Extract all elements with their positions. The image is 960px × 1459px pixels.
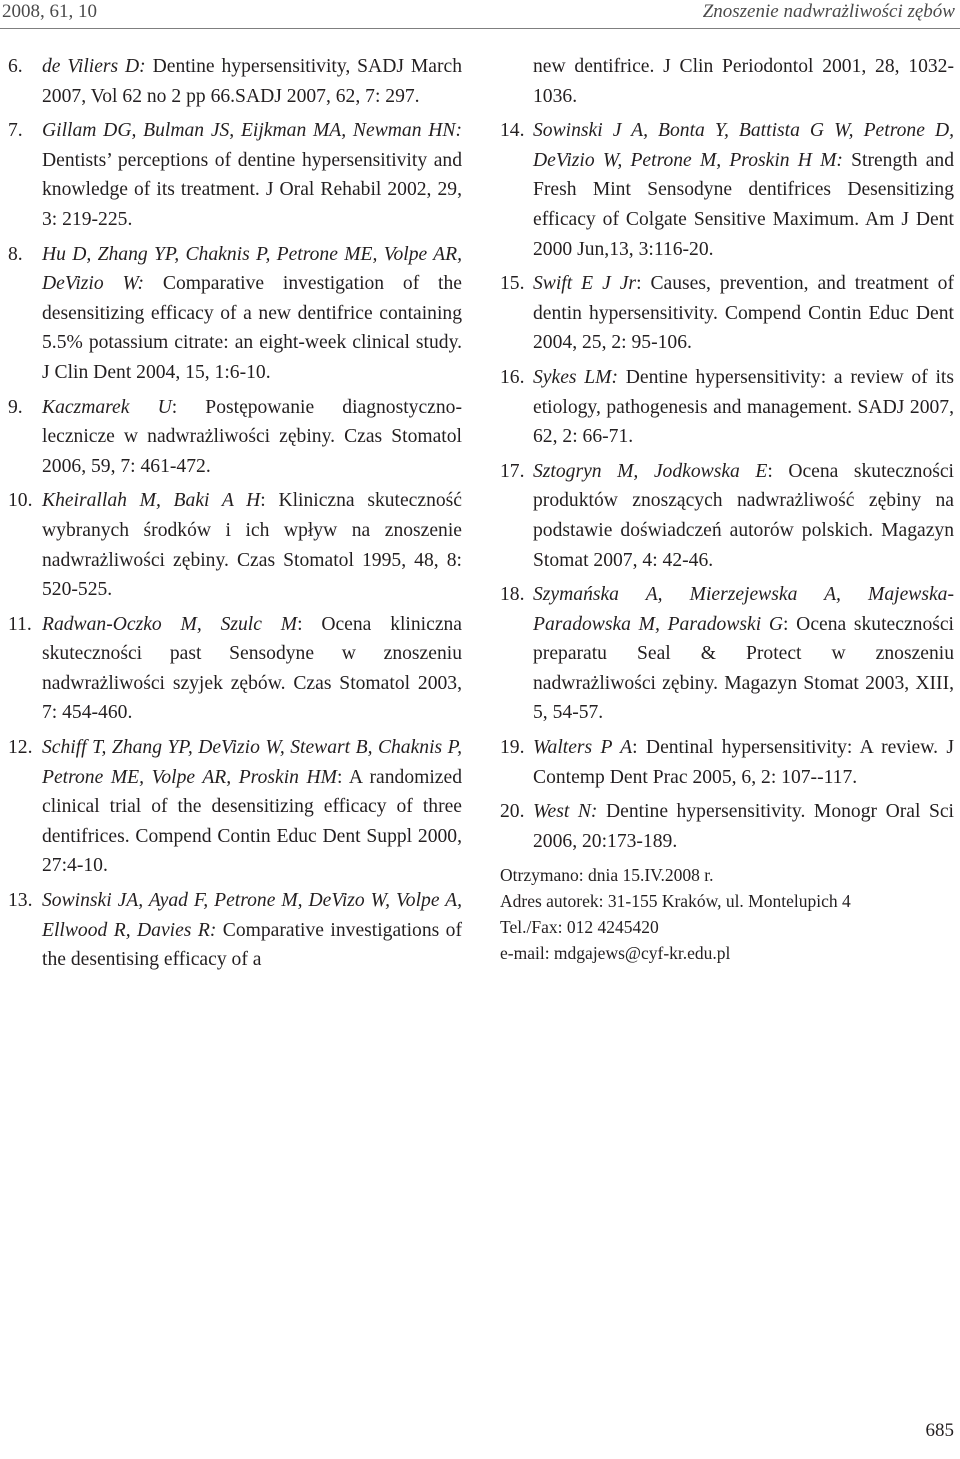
reference-text: : Ocena kliniczna skuteczności past Sensodyne w znoszeniu nadwrażliwości szyjek zębów. Czas Stomatol 2003, 7: 454-460. bbox=[42, 613, 463, 724]
author-email: e-mail: mdgajews@cyf-kr.edu.pl bbox=[500, 943, 731, 964]
reference-item bbox=[8, 116, 462, 234]
reference-text: : Dentinal hypersensitivity: A review. J Contemp Dent Prac 2005, 6, 2: 107--117. bbox=[533, 737, 954, 788]
reference-text: Dentine hypersensitivity: a review of its etiology, pathogenesis and management. SADJ 2007, 62, 2: 66-71. bbox=[533, 366, 954, 448]
article-short-title: Znoszenie nadwrażliwości zębów bbox=[702, 1, 955, 22]
journal-issue: 2008, 61, 10 bbox=[2, 1, 97, 22]
reference-number: 17. bbox=[500, 460, 525, 482]
reference-number: 18. bbox=[500, 584, 525, 606]
reference-item bbox=[500, 797, 954, 856]
reference-authors: West N: bbox=[533, 801, 598, 823]
reference-item bbox=[8, 52, 462, 111]
reference-number: 11. bbox=[8, 613, 32, 635]
reference-item bbox=[8, 393, 462, 482]
reference-authors: Schiff T, Zhang YP, DeVizio W, Stewart B, Chaknis P, Petrone ME, Volpe AR, Proskin HM bbox=[42, 737, 462, 788]
author-address: Adres autorek: 31-155 Kraków, ul. Montelupich 4 bbox=[500, 891, 851, 912]
reference-item bbox=[8, 486, 462, 604]
reference-text: Dentine hypersensitivity, SADJ March 2007, Vol 62 no 2 pp 66.SADJ 2007, 62, 7: 297. bbox=[42, 56, 462, 107]
reference-text: : Kliniczna skuteczność wybranych środków i ich wpływ na znoszenie nadwrażliwości zębiny. Czas Stomatol 1995, 48, 8: 520-525. bbox=[42, 490, 462, 601]
reference-text: : Ocena skuteczności preparatu Seal & Protect w znoszeniu nadwrażliwości zębiny. Magazyn Stomat 2003, XIII, 5, 54-57. bbox=[533, 613, 955, 724]
author-phone: Tel./Fax: 012 4245420 bbox=[500, 917, 659, 938]
references-right-column bbox=[500, 52, 954, 966]
reference-authors: Sykes LM: bbox=[533, 366, 619, 388]
reference-number: 20. bbox=[500, 801, 525, 823]
reference-authors: Walters P A bbox=[533, 737, 633, 759]
reference-continuation bbox=[500, 52, 954, 111]
reference-number: 13. bbox=[8, 890, 33, 912]
reference-item bbox=[8, 886, 462, 975]
reference-text: new dentifrice. J Clin Periodontol 2001, 28, 1032-1036. bbox=[533, 56, 954, 107]
reference-item bbox=[500, 269, 954, 358]
reference-number: 6. bbox=[8, 56, 23, 77]
reference-text: : Causes, prevention, and treatment of dentin hypersensitivity. Compend Contin Educ Dent 2004, 25, 2: 95-106. bbox=[533, 273, 954, 354]
reference-number: 9. bbox=[8, 396, 23, 418]
page-number: 685 bbox=[925, 1420, 954, 1441]
reference-item bbox=[8, 240, 462, 388]
reference-authors: Gillam DG, Bulman JS, Eijkman MA, Newman HN: bbox=[42, 120, 462, 142]
reference-text: : A randomized clinical trial of the desensitizing efficacy of three dentifrices. Compend Contin Educ Dent Suppl 2000, 27:4-10. bbox=[42, 766, 462, 877]
reference-text: Strength and Fresh Mint Sensodyne dentifrices Desensitizing efficacy of Colgate Sensitive Maximum. Am J Dent 2000 Jun,13, 3:116-20. bbox=[533, 149, 954, 260]
reference-item bbox=[8, 733, 462, 881]
reference-number: 10. bbox=[8, 490, 33, 512]
reference-number: 12. bbox=[8, 737, 33, 759]
reference-text: Comparative investigations of the desentising efficacy of a bbox=[42, 919, 462, 971]
reference-text: : Postępowanie diagnostyczno-lecznicze w nadwrażliwości zębiny. Czas Stomatol 2006, 59, 7: 461-472. bbox=[42, 396, 462, 477]
received-date: Otrzymano: dnia 15.IV.2008 r. bbox=[500, 865, 714, 886]
reference-authors: Kaczmarek U bbox=[42, 396, 172, 418]
reference-authors: Radwan-Oczko M, Szulc M bbox=[42, 613, 298, 635]
reference-number: 7. bbox=[8, 120, 23, 142]
reference-authors: Kheirallah M, Baki A H bbox=[42, 490, 261, 512]
reference-authors: Hu D, Zhang YP, Chaknis P, Petrone ME, Volpe AR, DeVizio W: bbox=[42, 243, 462, 295]
correspondence-notes bbox=[500, 862, 954, 966]
reference-authors: Sowinski JA, Ayad F, Petrone M, DeVizo W, Volpe A, Ellwood R, Davies R: bbox=[42, 890, 462, 941]
reference-text: : Ocena skuteczności produktów znoszących nadwrażliwość zębiny na podstawie doświadczeń autorów polskich. Magazyn Stomat 2007, 4: 42-46. bbox=[533, 460, 955, 571]
reference-authors: Sowinski J A, Bonta Y, Battista G W, Petrone D, DeVizio W, Petrone M, Proskin H M: bbox=[533, 120, 954, 171]
reference-authors: Szymańska A, Mierzejewska A, Majewska-Paradowska M, Paradowski G bbox=[533, 584, 954, 635]
running-header bbox=[0, 0, 960, 29]
reference-item bbox=[500, 580, 954, 728]
reference-number: 8. bbox=[8, 243, 23, 265]
reference-authors: Sztogryn M, Jodkowska E bbox=[533, 460, 768, 482]
reference-text: Dentists’ perceptions of dentine hypersensitivity and knowledge of its treatment. J Oral Rehabil 2002, 29, 3: 219-225. bbox=[42, 149, 462, 230]
reference-number: 19. bbox=[500, 737, 525, 759]
reference-text: Comparative investigation of the desensitizing efficacy of a new dentifrice containing 5.5% potassium citrate: an eight-week clinical study. J Clin Dent 2004, 15, 1:6-10. bbox=[42, 273, 462, 383]
references-left-column bbox=[8, 52, 462, 980]
reference-authors: de Viliers D: bbox=[42, 56, 146, 77]
reference-authors: Swift E J Jr bbox=[533, 273, 637, 295]
reference-number: 15. bbox=[500, 273, 525, 295]
reference-item bbox=[500, 733, 954, 792]
reference-number: 14. bbox=[500, 120, 525, 142]
reference-item bbox=[500, 116, 954, 264]
reference-text: Dentine hypersensitivity. Monogr Oral Sci 2006, 20:173-189. bbox=[533, 801, 954, 852]
reference-item bbox=[500, 457, 954, 575]
reference-item bbox=[8, 610, 462, 728]
reference-item bbox=[500, 363, 954, 452]
reference-number: 16. bbox=[500, 366, 525, 388]
